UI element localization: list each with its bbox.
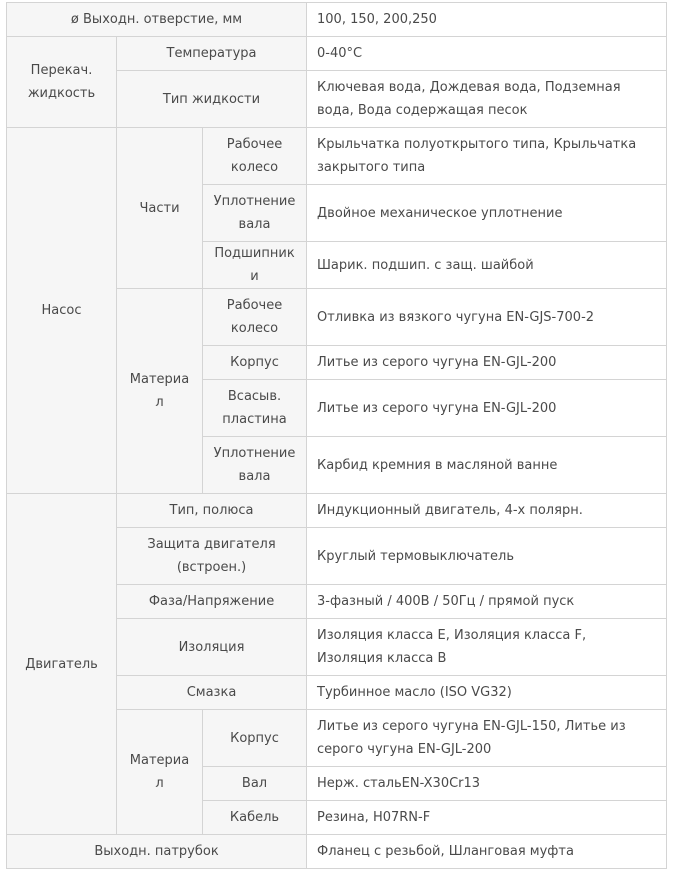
pump-bearings-label: Подшипники [203, 242, 307, 289]
pump-impeller-value: Крыльчатка полуоткрытого типа, Крыльчатка закрытого типа [307, 128, 667, 185]
liquid-type-label: Тип жидкости [117, 71, 307, 128]
pump-parts-label: Части [117, 128, 203, 289]
temperature-value: 0-40°C [307, 37, 667, 71]
phase-voltage-label: Фаза/Напряжение [117, 585, 307, 619]
motor-protection-label: Защита двигателя (встроен.) [117, 528, 307, 585]
suction-plate-value: Литье из серого чугуна EN-GJL-200 [307, 380, 667, 437]
pump-shaft-seal-value: Двойное механическое уплотнение [307, 185, 667, 242]
pump-material-shaft-seal-label: Уплотнение вала [203, 437, 307, 494]
motor-material-label: Материал [117, 710, 203, 835]
table-row [7, 128, 667, 185]
insulation-label: Изоляция [117, 619, 307, 676]
pump-material-impeller-label: Рабочее колесо [203, 289, 307, 346]
motor-casing-value: Литье из серого чугуна EN-GJL-150, Литье из серого чугуна EN-GJL-200 [307, 710, 667, 767]
pump-shaft-seal-label: Уплотнение вала [203, 185, 307, 242]
pump-material-impeller-value: Отливка из вязкого чугуна EN-GJS-700-2 [307, 289, 667, 346]
motor-protection-value: Круглый термовыключатель [307, 528, 667, 585]
pump-label: Насос [7, 128, 117, 494]
liquid-type-value: Ключевая вода, Дождевая вода, Подземная вода, Вода содержащая песок [307, 71, 667, 128]
outlet-diameter-label: ø Выходн. отверстие, мм [7, 3, 307, 37]
cable-value: Резина, H07RN-F [307, 801, 667, 835]
motor-label: Двигатель [7, 494, 117, 835]
pump-casing-label: Корпус [203, 346, 307, 380]
table-row [7, 494, 667, 528]
table-row [7, 835, 667, 869]
outlet-connection-value: Фланец с резьбой, Шланговая муфта [307, 835, 667, 869]
lubricant-value: Турбинное масло (ISO VG32) [307, 676, 667, 710]
pump-impeller-label: Рабочее колесо [203, 128, 307, 185]
pumped-liquid-label: Перекач. жидкость [7, 37, 117, 128]
insulation-value: Изоляция класса E, Изоляция класса F, Изоляция класса B [307, 619, 667, 676]
cable-label: Кабель [203, 801, 307, 835]
temperature-label: Температура [117, 37, 307, 71]
outlet-diameter-value: 100, 150, 200,250 [307, 3, 667, 37]
pump-bearings-value: Шарик. подшип. с защ. шайбой [307, 242, 667, 289]
spec-table [6, 2, 667, 869]
pump-casing-value: Литье из серого чугуна EN-GJL-200 [307, 346, 667, 380]
pump-material-label: Материал [117, 289, 203, 494]
motor-casing-label: Корпус [203, 710, 307, 767]
motor-type-label: Тип, полюса [117, 494, 307, 528]
phase-voltage-value: 3-фазный / 400В / 50Гц / прямой пуск [307, 585, 667, 619]
suction-plate-label: Всасыв. пластина [203, 380, 307, 437]
lubricant-label: Смазка [117, 676, 307, 710]
motor-type-value: Индукционный двигатель, 4-х полярн. [307, 494, 667, 528]
shaft-label: Вал [203, 767, 307, 801]
pump-material-shaft-seal-value: Карбид кремния в масляной ванне [307, 437, 667, 494]
table-row [7, 3, 667, 37]
outlet-connection-label: Выходн. патрубок [7, 835, 307, 869]
table-row [7, 37, 667, 71]
shaft-value: Нерж. стальEN-X30Cr13 [307, 767, 667, 801]
